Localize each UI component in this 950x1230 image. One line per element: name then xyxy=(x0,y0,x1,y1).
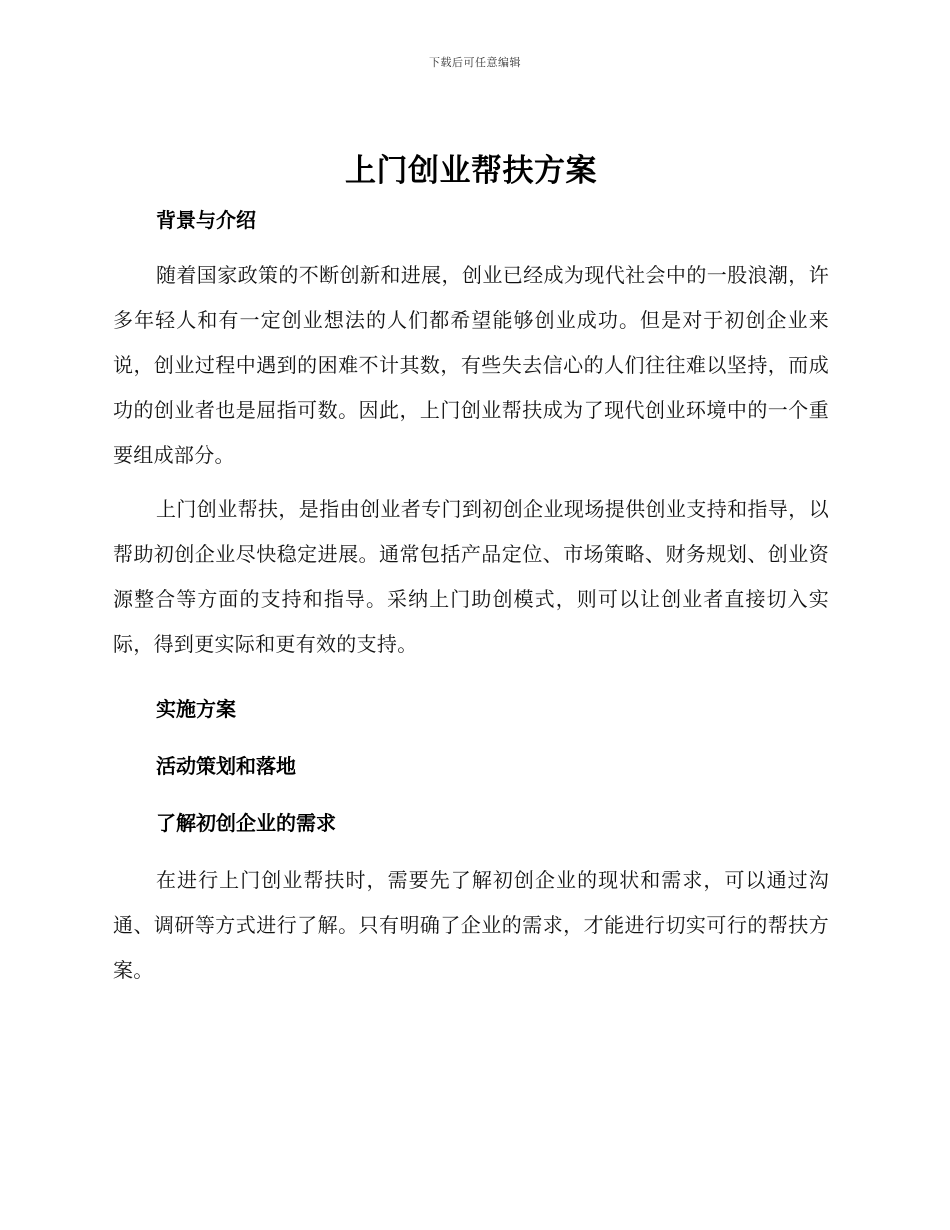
document-title: 上门创业帮扶方案 xyxy=(345,153,597,189)
page-header-note: 下载后可任意编辑 xyxy=(429,56,521,69)
paragraph-background-1: 随着国家政策的不断创新和进展，创业已经成为现代社会中的一股浪潮，许多年轻人和有一定创业想法的人们都希望能够创业成功。但是对于初创企业来说，创业过程中遇到的困难不计其数，有些失去信心的人们往往难以坚持，而成功的创业者也是屈指可数。因此，上门创业帮扶成为了现代创业环境中的一个重要组成部分。 xyxy=(113,263,829,467)
subheading-understand-needs: 了解初创企业的需求 xyxy=(156,811,336,835)
section-heading-background: 背景与介绍 xyxy=(156,208,256,232)
document-body xyxy=(113,148,829,993)
paragraph-background-2: 上门创业帮扶，是指由创业者专门到初创企业现场提供创业支持和指导，以帮助初创企业尽快稳定进展。通常包括产品定位、市场策略、财务规划、创业资源整合等方面的支持和指导。采纳上门助创模式，则可以让创业者直接切入实际，得到更实际和更有效的支持。 xyxy=(113,497,829,656)
section-heading-implementation: 实施方案 xyxy=(156,697,236,721)
paragraph-understand-needs: 在进行上门创业帮扶时，需要先了解初创企业的现状和需求，可以通过沟通、调研等方式进行了解。只有明确了企业的需求，才能进行切实可行的帮扶方案。 xyxy=(113,868,829,982)
subheading-activity-planning: 活动策划和落地 xyxy=(156,754,296,778)
